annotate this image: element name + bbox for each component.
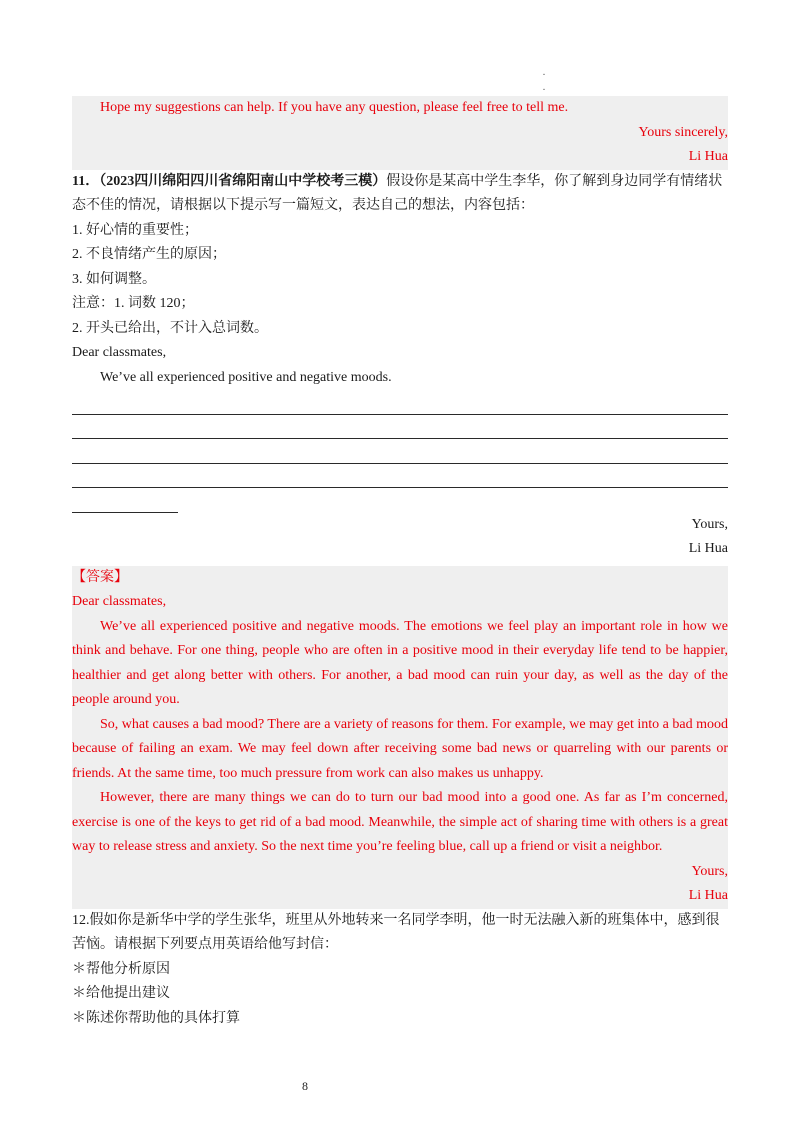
writing-line xyxy=(72,464,728,489)
question-11-point: 2. 不良情绪产生的原因； xyxy=(72,247,226,262)
writing-line xyxy=(72,439,728,464)
writing-line xyxy=(72,390,728,415)
answer-signature: Li Hua xyxy=(688,888,728,903)
writing-line-short xyxy=(72,488,178,513)
closing-sign-off: Yours sincerely, xyxy=(638,124,728,140)
closing-signature: Li Hua xyxy=(688,149,728,164)
question-12-prompt: 12.假如你是新华中学的学生张华，班里从外地转来一名同学李明，他一时无法融入新的班集体中，感到很苦恼。请根据下列要点用英语给他写封信： xyxy=(72,912,720,952)
question-11-prompt xyxy=(72,170,728,219)
answer-paragraph: However, there are many things we can do to turn our bad mood into a good one. As far as I’m concerned, exercise is one of the keys to get rid of a bad mood. Meanwhile, the simple act of sharing time with others is a great way to release stress and anxiety. So the next time you’re feeling blue, call up a friend or visit a neighbor. xyxy=(72,790,728,854)
question-12-point: ＊给他提出建议 xyxy=(72,986,170,1001)
question-12-point: ＊帮他分析原因 xyxy=(72,961,170,977)
question-11-answer xyxy=(72,566,728,909)
writing-line xyxy=(72,415,728,440)
top-mark-dot: . xyxy=(542,67,546,78)
question-11-signature: Li Hua xyxy=(688,541,728,556)
question-11-sign-off: Yours, xyxy=(691,516,728,532)
answer-paragraph: So, what causes a bad mood? There are a variety of reasons for them. For example, we may get into a bad mood because of failing an exam. We may feel down after receiving some bad news or quarreling with our parents or friends. At the same time, too much pressure from work can also makes us unhappy. xyxy=(72,716,728,781)
question-11-point: 1. 好心情的重要性； xyxy=(72,222,198,238)
page-number: 8 xyxy=(302,1079,308,1093)
writing-area xyxy=(72,390,728,513)
answer-label: 【答案】 xyxy=(72,569,128,585)
top-mark-dot: . xyxy=(542,82,546,93)
question-11 xyxy=(72,170,728,909)
question-12-point: ＊陈述你帮助他的具体打算 xyxy=(72,1010,240,1026)
answer-paragraph: We’ve all experienced positive and negative moods. The emotions we feel play an important role in how we think and behave. For one thing, people who are often in a positive mood in their everyday life tend to be happier, healthier and get along better with others. For another, a bad mood can ruin your day, as well as the day of the people around you. xyxy=(72,618,728,707)
question-11-salutation: Dear classmates, xyxy=(72,345,167,360)
document-body xyxy=(72,96,728,1031)
answer-sign-off: Yours, xyxy=(691,863,728,879)
question-12 xyxy=(72,909,728,1032)
question-11-point: 3. 如何调整。 xyxy=(72,271,156,287)
question-11-number-source: 11．（2023四川绵阳四川省绵阳南山中学校考三模） xyxy=(72,173,387,189)
question-11-note: 2. 开头已给出，不计入总词数。 xyxy=(72,320,268,336)
question-11-note: 注意：1. 词数 120； xyxy=(72,296,195,311)
suggestion-line: Hope my suggestions can help. If you have any question, please feel free to tell me. xyxy=(100,100,569,115)
previous-answer-closing xyxy=(72,96,728,170)
question-11-opening-sentence: We’ve all experienced positive and negative moods. xyxy=(100,369,392,385)
answer-salutation: Dear classmates, xyxy=(72,594,167,609)
question-11-text: 假设你是某高中学生李华，你了解到身边同学有情绪状态不佳的情况，请根据以下提示写一篇短文，表达自己的想法，内容包括： xyxy=(72,173,723,213)
